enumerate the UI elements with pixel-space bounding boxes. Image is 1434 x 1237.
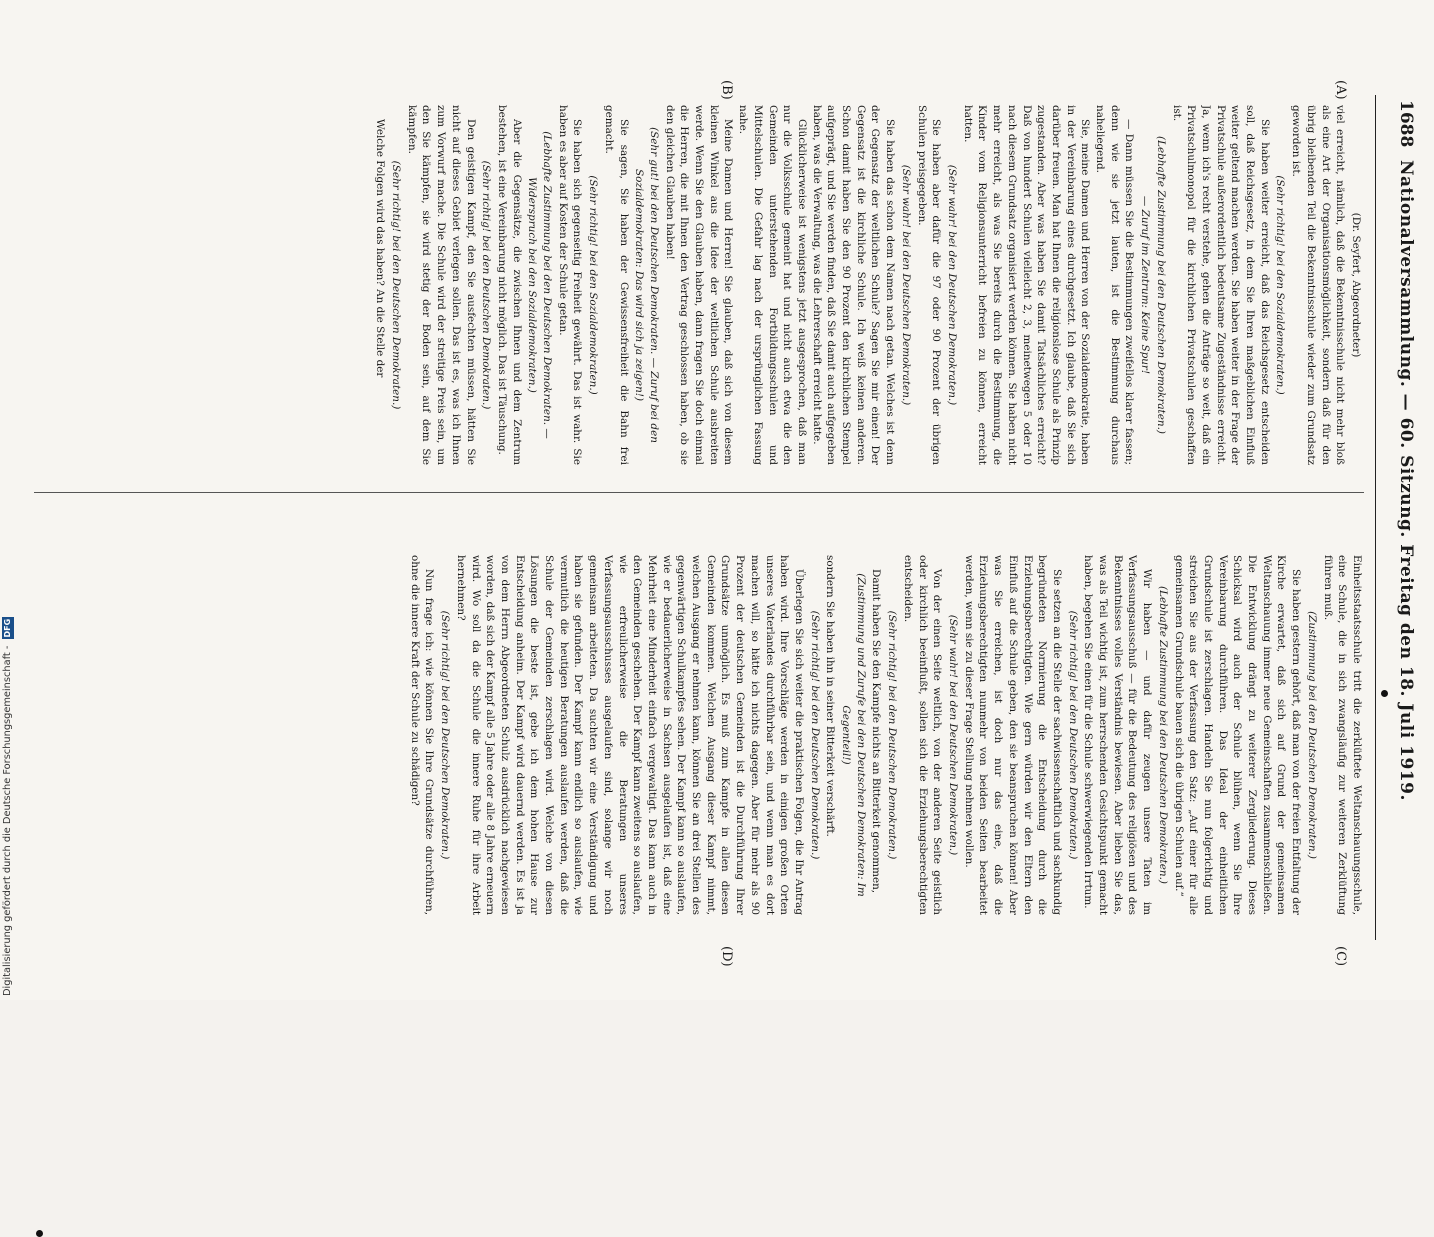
interjection: (Lebhafte Zustimmung bei den Deutschen Demokraten. — Widerspruch bei den Sozialdemokraten.) [526,131,554,439]
paragraph: Von der einen Seite weltlich, von der anderen Seite geistlich oder kirchlich beeinflußt, sollen sich die Erziehungsberechtigten entscheiden. [901,555,944,915]
running-header [1364,0,1434,1000]
interjection: (Sehr richtig! bei den Deutschen Demokraten.) [439,610,452,860]
margin-letter-b: (B) [719,80,734,100]
paragraph: Überlegen Sie sich weiter die praktischen Folgen, die Ihr Antrag haben wird. Ihre Vorschläge werden in einigen großen Orten unseres Vaterlandes durchführbar sein, und wenn man es dort machen will, so hätte ich nichts dagegen. Aber für mehr als 90 Prozent der deutschen Gemeinden ist die Durchführung Ihrer Grundsätze unmöglich. Es muß zum Kampfe in allen diesen Gemeinden kommen. Welchen Ausgang dieser Kampf nimmt, welchen Ausgang er nehmen kann, können Sie an drei Stellen des gegenwärtigen Schulkampfes sehen. Der Kampf kann so auslaufen, wie er bedauerlicherweise in Sachsen ausgelaufen ist, daß eine Mehrheit eine Minderheit einfach vergewaltigt. Das kann auch in den Gemeinden geschehen. Der Kampf kann zweitens so auslaufen, wie erfreulicherweise die Beratungen unseres Verfassungsausschusses ausgelaufen sind, solange wir noch gemeinsam arbeiteten. Da suchten wir eine Verständigung und haben sie gefunden. Der Kampf kann endlich so auslaufen, wie vermutlich die heutigen Beratungen auslaufen werden, daß die Schule der Gemeinden zerschlagen wird. Welche von diesen Lösungen die beste ist, gebe ich dem hohen Hause zur Entscheidung anheim. Der Kampf wird dauernd werden. Es ist ja von dem Herrn Abgeordneten Schulz ausdrücklich nachgewiesen worden, daß sich der Kampf alle 5 Jahre oder alle 8 Jahre erneuern wird. Wo soll da die Schule die innere Ruhe für ihre Arbeit hernehmen? [454,555,805,915]
funding-note-text: Digitalisierung gefördert durch die Deutsche Forschungsgemeinschaft - [2,645,13,996]
column-divider [34,492,1364,493]
paragraph: Sie sagen, Sie haben der Gewissensfreiheit die Bahn frei gemacht. [602,105,630,465]
interjection: (Sehr richtig! bei den Deutschen Demokraten.) [390,160,402,410]
paragraph: Sie haben das schon dem Namen nach getan. Welches ist denn der Gegensatz der weltlichen Schule? Sagen Sie mir einen! Der Gegensatz ist die kirchliche Schule. Ich weiß keinen anderen. Schon damit haben Sie den 90 Prozent den kirchlichen Stempel aufgeprägt, und Sie werden finden, daß Sie damit auch aufgegeben haben, was die Verwaltung, was die Lehrerschaft erreicht hatte. [810,105,897,465]
interjection: (Sehr wahr! bei den Deutschen Demokraten.) [946,164,959,406]
interjection: (Sehr richtig! bei den Deutschen Demokraten.) [886,610,899,860]
interjection: (Sehr richtig! bei den Deutschen Demokraten.) [480,160,493,410]
interjection: (Sehr wahr! bei den Deutschen Demokraten.) [947,614,960,856]
interjection: (Lebhafte Zustimmung bei den Deutschen Demokraten.) [1154,136,1167,434]
paragraph: Einheitsstaatsschule tritt die zerklüftete Weltanschauungsschule, eine Schule, die in sich zwangsläufig zur weiteren Zerklüftung führen muß. [1321,555,1363,915]
paragraph: Damit haben Sie den Kampfe nichts an Bitterkeit genommen, [870,569,883,894]
dfg-logo-icon: DFG [3,618,12,638]
paragraph: Glücklicherweise ist wenigstens jetzt ausgesprochen, daß man nur die Volksschule gemeint hat und nicht auch etwa die den Gemeinden unterstehenden Fortbildungsschulen und Mittelschulen. Die Gefahr lag nach der ursprünglichen Fassung nahe. [737,105,808,465]
margin-letter-d: (D) [719,946,734,967]
scan-dot [36,1230,43,1237]
paragraph: Sie, meine Damen und Herren von der Sozialdemokratie, haben in der Vereinbarung eines durchgesetzt. Ich glaube, daß Sie sich darüber freuen. Man hat Ihnen die religionslose Schule als Prinzip zugestanden. Aber was haben Sie damit Tatsächliches erreicht? Daß von hundert Schulen vielleicht 2, 3, meinetwegen 5 oder 10 nach diesem Grundsatz organisiert werden können. Sie haben nicht mehr erreicht, als was Sie bereits durch die Bestimmung, die Kinder vom Religionsunterricht befreien zu können, erreicht hatten. [961,105,1092,465]
page-number: 1688 [1396,100,1416,148]
paragraph: Sie haben gestern gehört, daß man von der freien Entfaltung der Kirche erwartet, daß sich auf Grund der gemeinsamen Weltanschauung immer neue Gemeinschaften zusammenschließen. Die Entwicklung drängt zu weiterer Zergliederung. Dieses Schicksal wird auch der Schule blühen, wenn Sie Ihre Vereinbarung durchführen. Das Ideal der einheitlichen Grundschule ist zerschlagen. Handeln Sie nun folgerichtig und streichen Sie aus der Verfassung den Satz: „Auf einer für alle gemeinsamen Grundschule bauen sich die übrigen Schulen auf.“ [1172,555,1303,915]
interjection: (Lebhafte Zustimmung bei den Deutschen Demokraten.) [1156,586,1169,884]
interjection: (Sehr richtig! bei den Sozialdemokraten.) [587,175,600,395]
left-column [34,105,1364,465]
interjection: (Sehr richtig! bei den Deutschen Demokraten.) [1066,610,1079,860]
paragraph: Welche Folgen wird das haben? An die Stelle der [374,119,387,378]
interjection: (Sehr richtig! bei den Deutschen Demokraten.) [808,610,821,860]
paragraph: Sie haben sich gegenseitig Freiheit gewährt. Das ist wahr. Sie haben es aber auf Kosten der Schule getan. [556,105,584,465]
interjection: — Zuruf im Zentrum: Keine Spur! [1139,195,1152,375]
paragraph: Aber die Gegensätze, die zwischen Ihnen und dem Zentrum bestehen, ist eine Vereinbarung nicht möglich. Das ist Täuschung. [495,105,523,465]
right-column [34,555,1364,915]
paragraph: viel erreicht, nämlich, daß die Bekenntnisschule nicht mehr bloß als eine Art der Organisationsmöglichkeit, sondern daß für den übrig bleibenden Teil die Bekenntnisschule wieder zum Grundsatz geworden ist. [1290,105,1347,465]
paragraph: Sie haben aber dafür die 97 oder 90 Prozent der übrigen Schulen preisgegeben. [915,105,943,465]
interjection: (Sehr wahr! bei den Deutschen Demokraten.) [899,164,912,406]
running-title: Nationalversammlung. — 60. Sitzung. Freitag den 18. Juli 1919. [1396,160,1416,801]
paragraph: Nun frage ich: wie können Sie Ihre Grundsätze durchführen, ohne die innere Kraft der Schule zu schädigen? [408,555,436,915]
paragraph: sondern Sie haben ihn in seiner Bitterkeit verschärft. [824,555,837,837]
margin-letter-a: (A) [1333,80,1348,100]
speaker-line: (Dr. Seyfert, Abgeordneter) [1350,212,1362,358]
paragraph: — Dann müssen Sie die Bestimmungen zweifellos klarer fassen; denn wie sie jetzt lauten, ist die Bestimmung durchaus naheliegend. [1094,105,1136,465]
margin-letter-c: (C) [1333,946,1348,967]
interjection: (Sehr richtig! bei den Sozialdemokraten.) [1274,175,1287,395]
paragraph: Sie setzen an die Stelle der sachwissenschaftlich und sachkundig begründeten Normierung die Entscheidung durch die Erziehungsberechtigten. Wie gern würden wir den Eltern den Einfluß auf die Schule geben, den sie beanspruchen können! Aber was Sie erreichen, ist doch nur das eine, daß die Erziehungsberechtigten nunmehr von beiden Seiten bearbeitet werden, wenn sie zu dieser Frage Stellung nehmen wollen. [962,555,1063,915]
paragraph: Den geistigen Kampf, den Sie ausfechten müssen, hätten Sie nicht auf dieses Gebiet verlegen sollen. Das ist es, was ich Ihnen zum Vorwurf mache. Die Schule wird der streitige Preis sein, um den Sie kämpfen, sie wird stetig der Boden sein, auf dem Sie kämpfen. [405,105,477,465]
paragraph: Wir haben — und dafür zeugen unsere Taten im Verfassungsausschuß — für die Bedeutung des religiösen und des Bekenntnisses volles Verständnis bewiesen. Aber lieben Sie das, was als Teil wichtig ist, zum herrschenden Gesichtspunkt gemacht haben, begehen Sie einen für die Schule schwerwiegenden Irrtum. [1082,555,1154,915]
scan-dot [1381,690,1388,697]
paragraph: Meine Damen und Herren! Sie glauben, daß sich von diesem kleinen Winkel aus die Idee der weltlichen Schule ausbreiten werde. Wenn Sie den Glauben haben, dann fragen Sie doch einmal die Herren, die mit Ihnen den Vertrag geschlossen haben, ob sie den gleichen Glauben haben! [663,105,735,465]
interjection: (Zustimmung und Zurufe bei den Deutschen Demokraten: Im Gegenteil!) [840,573,867,897]
interjection: (Sehr gut! bei den Deutschen Demokraten. — Zuruf bei den Sozialdemokraten: Das wird sich ja zeigen!) [633,127,660,443]
interjection: (Zustimmung bei den Deutschen Demokraten.) [1305,611,1318,859]
header-rule [1375,95,1376,940]
paragraph: Sie haben weiter erreicht, daß das Reichsgesetz entscheiden soll, daß Reichsgesetz, in dem Sie Ihren maßgeblichen Einfluß weiter geltend machen werden. Sie haben weiter in der Frage der Privatschule außerordentlich bedeutsame Zugeständnisse erreicht. Ja, wenn ich's recht verstehe, gehen die Anträge so weit, daß ein Privatschulmonopol für die kirchlichen Privatschulen geschaffen ist. [1170,105,1271,465]
funding-note [2,606,14,996]
